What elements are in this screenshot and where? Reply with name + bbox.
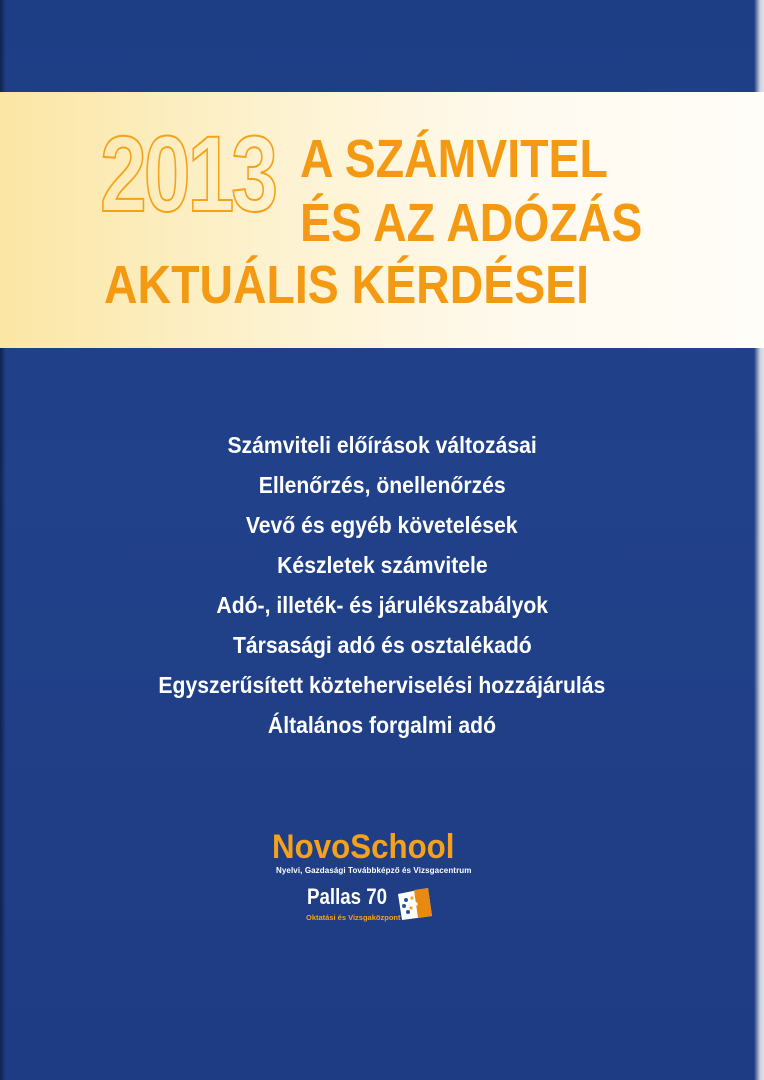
cover-title-line-2: ÉS AZ ADÓZÁS [300, 193, 643, 253]
pallas-logo-icon [394, 886, 434, 922]
topic-list [0, 425, 764, 745]
cover-title-line-3: AKTUÁLIS KÉRDÉSEI [104, 255, 590, 315]
topic-item: Ellenőrzés, önellenőrzés [258, 472, 506, 498]
topic-item: Egyszerűsített közteherviselési hozzájárulás [158, 672, 606, 698]
topic-item: Készletek számvitele [276, 552, 488, 578]
topic-item: Általános forgalmi adó [267, 712, 497, 738]
pallas-logo-text: Pallas 70 [307, 884, 388, 909]
novoschool-tagline: Nyelvi, Gazdasági Továbbképző és Vizsgacentrum [276, 866, 472, 875]
cover-title-line-1: A SZÁMVITEL [300, 129, 608, 189]
topic-item: Vevő és egyéb követelések [246, 512, 518, 538]
topic-item: Adó-, illeték- és járulékszabályok [216, 592, 548, 618]
novoschool-logo: NovoSchool [272, 828, 455, 866]
cover-year: 2013 [100, 113, 275, 234]
topic-item: Számviteli előírások változásai [227, 432, 537, 458]
topic-item: Társasági adó és osztalékadó [232, 632, 532, 658]
pallas-tagline: Oktatási és Vizsgaközpont [306, 913, 401, 922]
